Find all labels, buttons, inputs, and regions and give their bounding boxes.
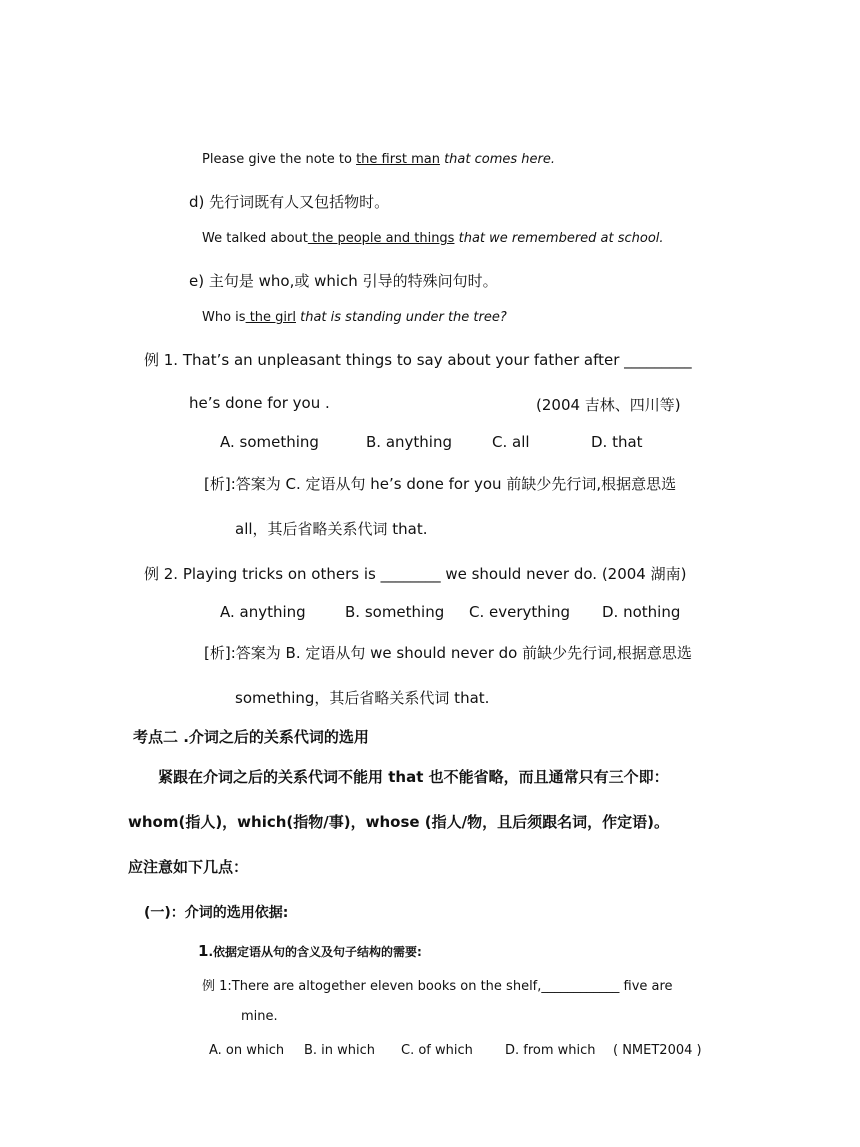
ex1-source: (2004 吉林、四川等): [536, 396, 681, 414]
example-sentence-2: [202, 231, 664, 246]
ex2-analysis-line1: [析]:答案为 B. 定语从句 we should never do 前缺少先行词,根据意思选: [204, 644, 692, 662]
rule-e: e) 主句是 who,或 which 引导的特殊问句时。: [189, 272, 498, 290]
sub-point-1: [198, 941, 422, 960]
section-paragraph-line2: whom(指人)，which(指物/事)，whose (指人/物，且后须跟名词，作定语)。: [128, 813, 669, 831]
ex1-option-b: B. anything: [366, 433, 452, 451]
section-paragraph-line3: 应注意如下几点：: [128, 858, 249, 876]
s2-ex1-option-d: D. from which: [505, 1043, 596, 1058]
ex1-question-line1: 例 1. That’s an unpleasant things to say about your father after _________: [144, 351, 692, 369]
sub-point-text: .依据定语从句的含义及句子结构的需要:: [208, 945, 422, 959]
section-paragraph-line1: 紧跟在介词之后的关系代词不能用 that 也不能省略，而且通常只有三个即：: [158, 768, 669, 786]
rule-d: d) 先行词既有人又包括物时。: [189, 193, 390, 211]
ex2-option-b: B. something: [345, 603, 445, 621]
s2-ex1-option-b: B. in which: [304, 1043, 376, 1058]
sentence-text: Please give the note to: [202, 152, 357, 167]
antecedent-underlined: the girl: [245, 310, 296, 325]
ex1-option-d: D. that: [591, 433, 643, 451]
ex2-option-d: D. nothing: [602, 603, 681, 621]
example-sentence-3: [202, 310, 507, 325]
ex1-question-line2: he’s done for you .: [189, 394, 330, 412]
sentence-text: We talked about: [202, 231, 308, 246]
s2-ex1-source: ( NMET2004 ): [613, 1043, 702, 1058]
clause-italic: that we remembered at school.: [454, 231, 664, 246]
s2-ex1-question-line1: 例 1:There are altogether eleven books on the shelf,____________ five are: [202, 979, 673, 994]
ex2-option-c: C. everything: [469, 603, 570, 621]
example-sentence-1: [202, 152, 555, 167]
ex1-option-c: C. all: [492, 433, 530, 451]
subsection-heading: (一)：介词的选用依据:: [144, 905, 289, 921]
s2-ex1-option-c: C. of which: [401, 1043, 473, 1058]
section-heading: 考点二 .介词之后的关系代词的选用: [133, 728, 369, 746]
ex1-analysis-line1: [析]:答案为 C. 定语从句 he’s done for you 前缺少先行词,根据意思选: [204, 475, 677, 493]
ex2-question: 例 2. Playing tricks on others is ________ we should never do. (2004 湖南): [144, 565, 687, 583]
antecedent-underlined: the first man: [356, 152, 440, 167]
clause-italic: that is standing under the tree?: [296, 310, 507, 325]
ex2-option-a: A. anything: [220, 603, 306, 621]
s2-ex1-option-a: A. on which: [209, 1043, 285, 1058]
clause-italic: that comes here.: [439, 152, 555, 167]
antecedent-underlined: the people and things: [307, 231, 455, 246]
ex1-option-a: A. something: [220, 433, 319, 451]
ex1-analysis-line2: all，其后省略关系代词 that.: [235, 520, 428, 538]
s2-ex1-question-line2: mine.: [241, 1009, 278, 1024]
sentence-text: Who is: [202, 310, 246, 325]
sub-point-number: 1: [198, 942, 209, 960]
ex2-analysis-line2: something，其后省略关系代词 that.: [235, 689, 490, 707]
